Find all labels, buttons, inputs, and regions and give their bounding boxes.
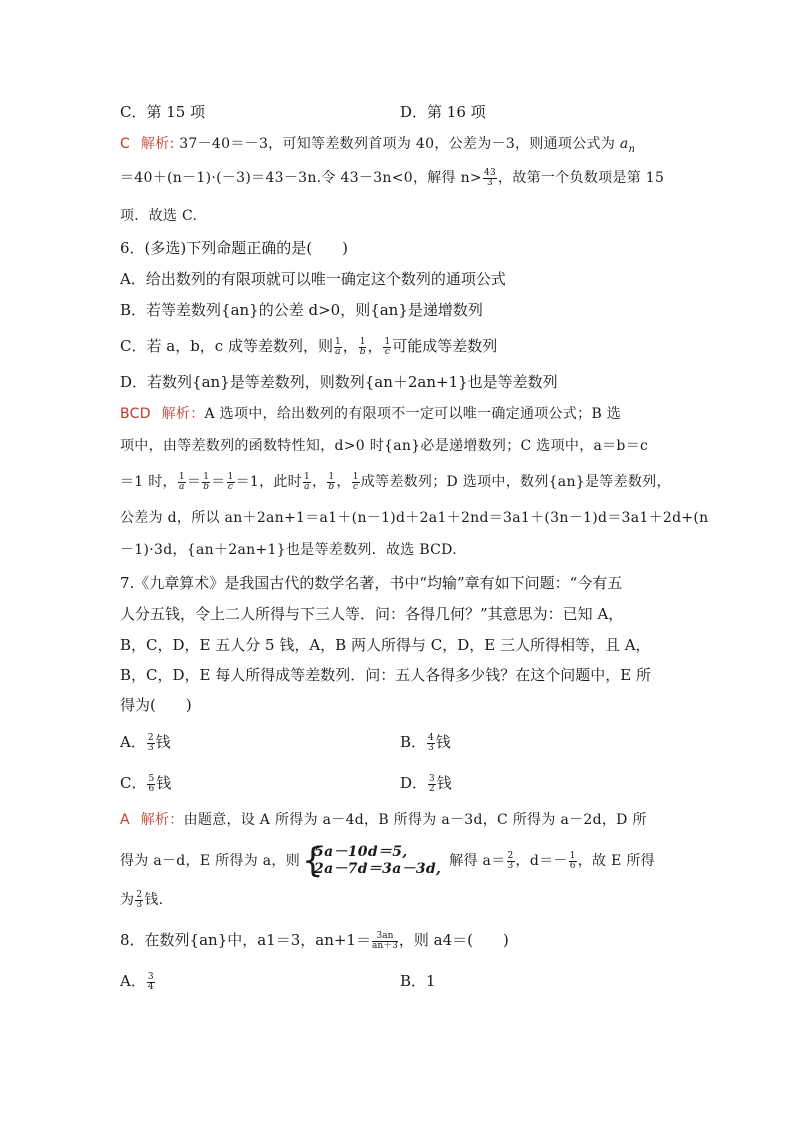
q7-option-a: A． $\frac{2}{3}$ 钱: [120, 732, 171, 753]
q6-solution-line-1: BCD 解析：A 选项中，给出数列的有限项不一定可以唯一确定通项公式；B 选: [120, 406, 622, 422]
q6-answer: BCD: [120, 406, 151, 422]
q6-option-b: B．若等差数列{an}的公差 d>0，则{an}是递增数列: [120, 301, 483, 319]
q7-option-b: B． $\frac{4}{3}$ 钱: [400, 732, 451, 753]
q6-solution-line-4: 公差为 d，所以 an＋2an+1＝a1＋(n－1)d＋2a1＋2nd＝3a1＋(3n－1)d＝3a1＋2d+(n: [120, 510, 709, 526]
q5-solution-line-1: C 解析: 37－40＝－3，可知等差数列首项为 40，公差为－3，则通项公式为 $a_n$: [120, 136, 636, 155]
q7-stem-line-4: B，C，D，E 每人所得成等差数列．问：五人各得多少钱？在这个问题中，E 所: [120, 666, 651, 684]
q7-stem-line-5: 得为( ): [120, 696, 192, 714]
q7-stem-line-2: 人分五钱，令上二人所得与下三人等．问：各得几何？”其意思为：已知 A，: [120, 605, 624, 623]
q6-option-a: A．给出数列的有限项就可以唯一确定这个数列的通项公式: [120, 270, 506, 288]
q5-option-d: D．第 16 项: [400, 103, 486, 121]
q5-answer: C: [120, 136, 131, 152]
fraction-recurrence: $\frac{3an}{an+3}$: [371, 930, 398, 951]
q7-solution-line-3: 为 $\frac{2}{3}$ 钱.: [120, 889, 164, 910]
q5-option-c: C．第 15 项: [120, 103, 206, 121]
equation-system: { 5a－10d＝5, 2a－7d＝3a－3d,: [302, 841, 442, 881]
q8-option-b: B．1: [400, 972, 436, 990]
q5-solution-label: 解析:: [140, 136, 175, 152]
q8-option-a: A． $\frac{3}{4}$: [120, 971, 154, 992]
q5-solution-line-2: ＝40＋(n－1)·(－3)＝43－3n.令 43－3n<0，解得 n> $\frac{43}{3}$ ，故第一个负数项是第 15: [120, 167, 665, 188]
q5-solution-line-3: 项．故选 C.: [120, 208, 198, 224]
q6-solution-line-3: ＝1 时， $\frac{1}{a}$ ＝ $\frac{1}{b}$ ＝ $\frac{1}{c}$ ＝1，此时 $\frac{1}{a}$ ， $\frac{1}{b}$ ， $\frac{1}{c}$ 成等差数列；D 选项中，数列{an}是等差数列，: [120, 471, 671, 492]
q7-solution-line-2: 得为 a－d，E 所得为 a，则 { 5a－10d＝5, 2a－7d＝3a－3d, 解得 a＝ $\frac{2}{3}$ ，d＝－ $\frac{1}{6}$ ，故 E 所得: [120, 841, 655, 881]
q7-option-c: C． $\frac{5}{6}$ 钱: [120, 773, 172, 794]
q7-solution-label: 解析：: [140, 812, 184, 828]
q6-solution-line-2: 项中，由等差数列的函数特性知，d>0 时{an}必是递增数列；C 选项中，a＝b＝c: [120, 438, 649, 454]
q6-option-d: D．若数列{an}是等差数列，则数列{an＋2an+1}也是等差数列: [120, 373, 558, 391]
q7-stem-line-1: 7.《九章算术》是我国古代的数学名著，书中“均输”章有如下问题：“今有五: [120, 574, 623, 592]
q7-stem-line-3: B，C，D，E 五人分 5 钱，A，B 两人所得与 C，D，E 三人所得相等，且 A，: [120, 636, 651, 654]
q6-solution-label: 解析：: [161, 406, 205, 422]
q6-solution-line-5: －1)·3d，{an＋2an+1}也是等差数列．故选 BCD.: [120, 542, 457, 558]
fraction-43-3: $\frac{43}{3}$: [483, 167, 497, 188]
q7-solution-line-1: A 解析：由题意，设 A 所得为 a－4d，B 所得为 a－3d，C 所得为 a－2d，D 所: [120, 812, 647, 828]
q6-stem: 6．(多选)下列命题正确的是( ): [120, 239, 348, 257]
q8-stem: 8．在数列{an}中，a1＝3，an+1＝ $\frac{3an}{an+3}$ ，则 a4＝( ): [120, 930, 509, 951]
q7-option-d: D． $\frac{3}{2}$ 钱: [400, 773, 452, 794]
q6-option-c: C．若 a，b，c 成等差数列，则 $\frac{1}{a}$ ， $\frac{1}{b}$ ， $\frac{1}{c}$ 可能成等差数列: [120, 336, 498, 357]
q7-answer: A: [120, 812, 130, 828]
